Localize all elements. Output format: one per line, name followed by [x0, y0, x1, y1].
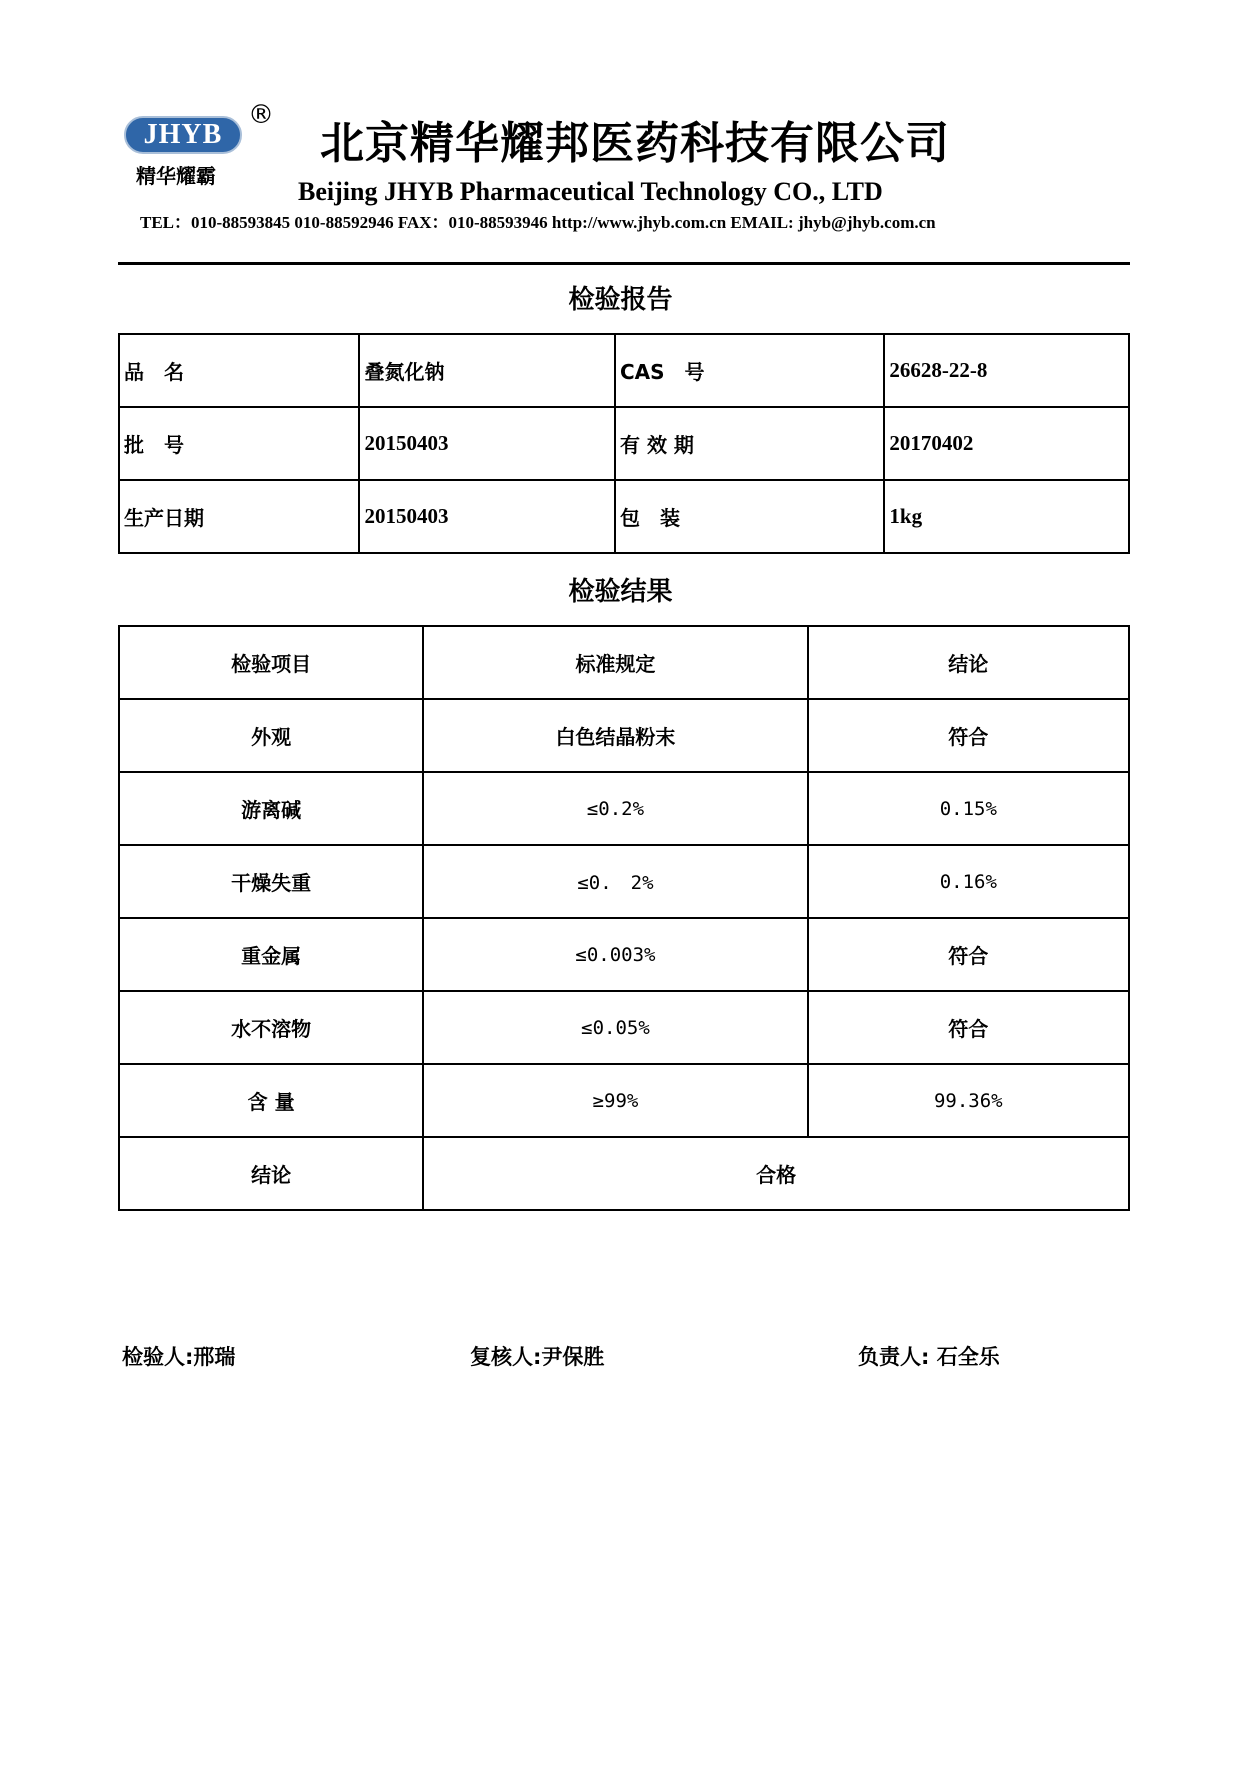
column-header: 标准规定 [423, 626, 807, 699]
table-row [119, 699, 1129, 772]
logo-badge: JHYB [124, 116, 242, 154]
conclusion-label: 结论 [119, 1137, 423, 1210]
registered-mark: ® [248, 100, 274, 130]
test-standard: ≤0.2% [423, 772, 807, 845]
test-result: 符合 [808, 991, 1129, 1064]
info-value: 20150403 [359, 407, 615, 480]
table-row [119, 772, 1129, 845]
inspector-signature: 检验人:邢瑞 [122, 1345, 236, 1369]
info-value: 20150403 [359, 480, 615, 553]
contact-line: TEL：010-88593845 010-88592946 FAX：010-88593946 http://www.jhyb.com.cn EMAIL: jhyb@jhyb.com.cn [140, 213, 936, 232]
product-info-table [118, 333, 1130, 554]
test-standard: ≥99% [423, 1064, 807, 1137]
info-row [119, 334, 1129, 407]
test-item: 游离碱 [119, 772, 423, 845]
info-value: 1kg [884, 480, 1129, 553]
test-item: 干燥失重 [119, 845, 423, 918]
test-standard: ≤0.05% [423, 991, 807, 1064]
info-label: CAS 号 [615, 334, 884, 407]
test-standard: 白色结晶粉末 [423, 699, 807, 772]
test-result: 0.16% [808, 845, 1129, 918]
test-item: 外观 [119, 699, 423, 772]
info-row [119, 407, 1129, 480]
test-standard: ≤0. 2% [423, 845, 807, 918]
test-item: 水不溶物 [119, 991, 423, 1064]
column-header: 结论 [808, 626, 1129, 699]
info-label: 批 号 [119, 407, 359, 480]
report-title: 检验报告 [568, 285, 673, 315]
table-row [119, 991, 1129, 1064]
table-row [119, 845, 1129, 918]
conclusion-value: 合格 [423, 1137, 1129, 1210]
company-name-cn: 北京精华耀邦医药科技有限公司 [320, 118, 950, 169]
test-result: 0.15% [808, 772, 1129, 845]
info-label: 包 装 [615, 480, 884, 553]
column-header: 检验项目 [119, 626, 423, 699]
test-result: 符合 [808, 699, 1129, 772]
test-item: 含 量 [119, 1064, 423, 1137]
test-item: 重金属 [119, 918, 423, 991]
test-standard: ≤0.003% [423, 918, 807, 991]
info-value: 26628-22-8 [884, 334, 1129, 407]
info-label: 有 效 期 [615, 407, 884, 480]
results-header-row [119, 626, 1129, 699]
info-row [119, 480, 1129, 553]
company-name-en: Beijing JHYB Pharmaceutical Technology CO., LTD [298, 177, 883, 206]
reviewer-signature: 复核人:尹保胜 [470, 1345, 605, 1369]
logo-subtitle: 精华耀霸 [136, 164, 216, 188]
results-table [118, 625, 1130, 1211]
conclusion-row [119, 1137, 1129, 1210]
info-label: 生产日期 [119, 480, 359, 553]
results-title: 检验结果 [568, 577, 673, 607]
company-logo [120, 100, 280, 210]
test-result: 99.36% [808, 1064, 1129, 1137]
info-value: 20170402 [884, 407, 1129, 480]
info-value: 叠氮化钠 [359, 334, 615, 407]
header-divider [118, 262, 1130, 265]
responsible-signature: 负责人: 石全乐 [858, 1345, 1000, 1369]
table-row [119, 1064, 1129, 1137]
test-result: 符合 [808, 918, 1129, 991]
info-label: 品 名 [119, 334, 359, 407]
table-row [119, 918, 1129, 991]
